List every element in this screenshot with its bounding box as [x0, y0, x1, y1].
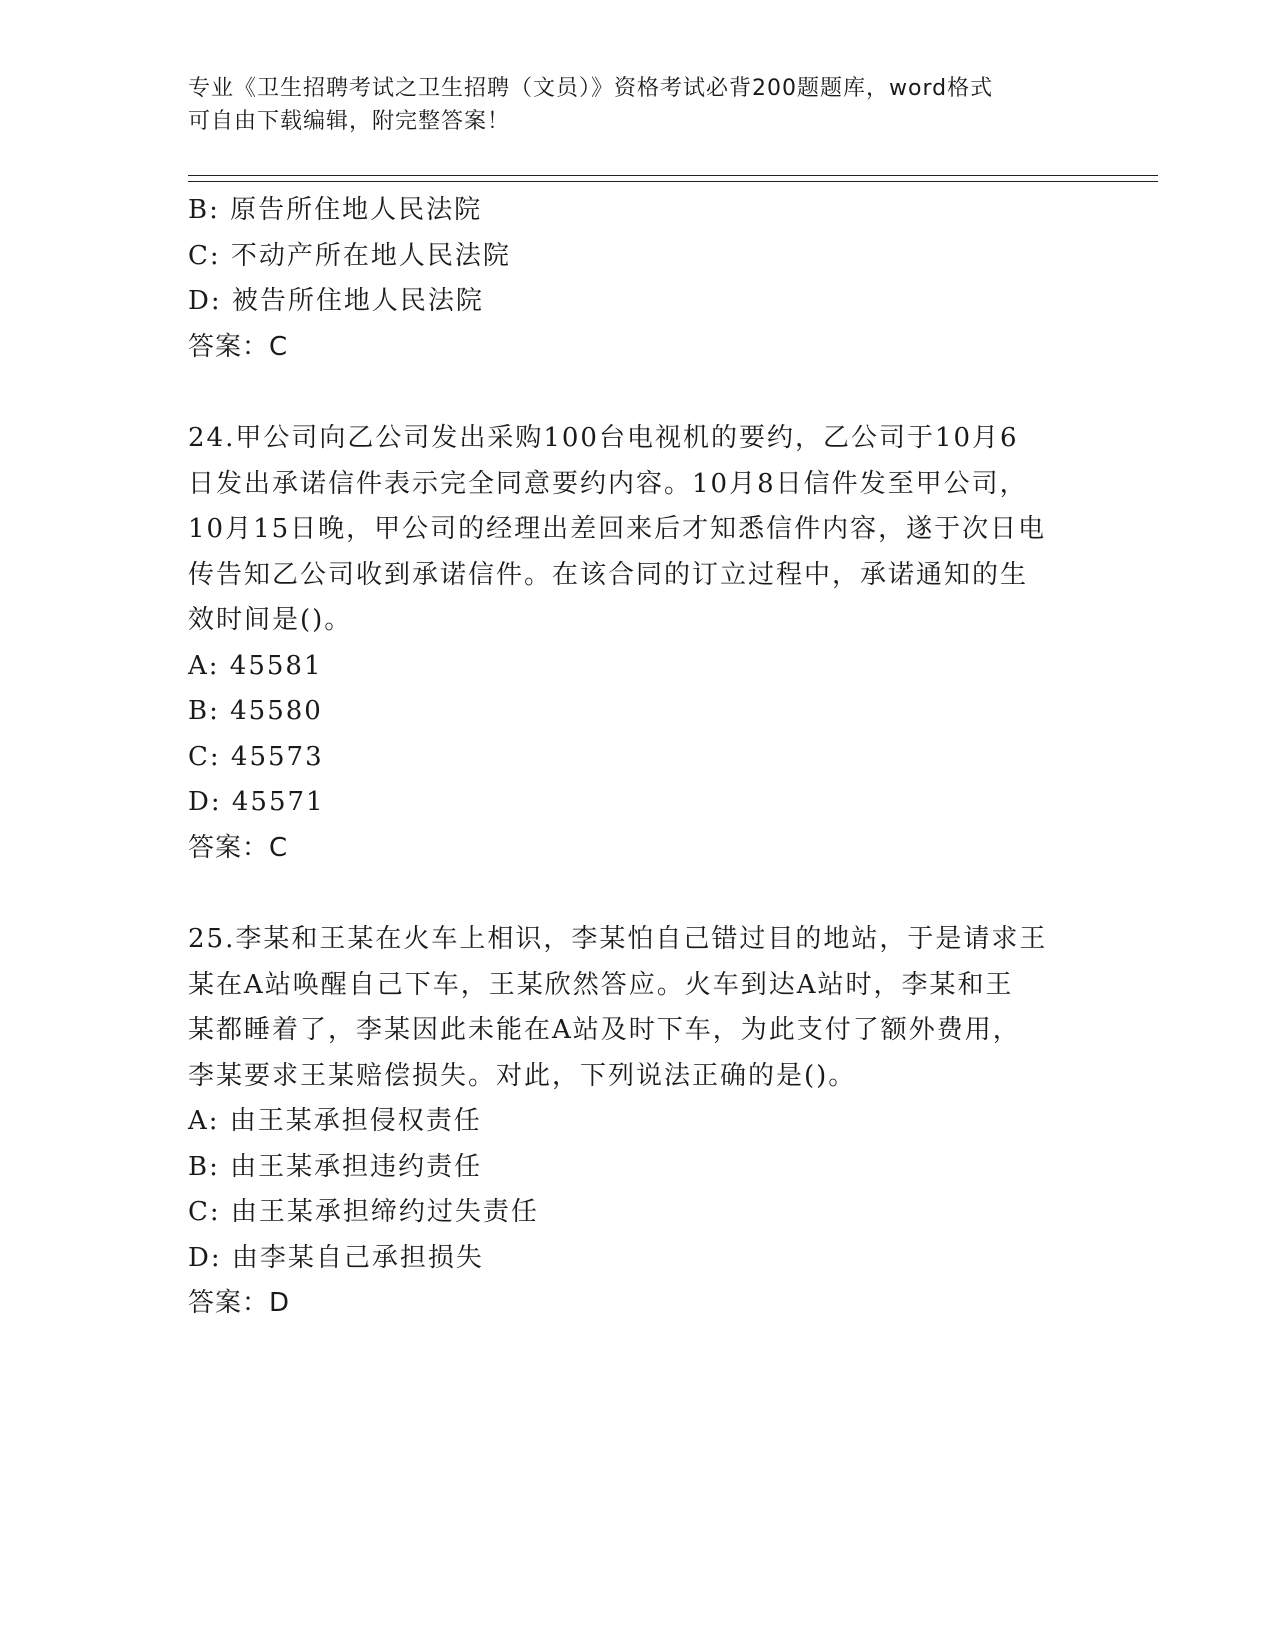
option-c: C: 45573 — [188, 741, 324, 772]
option-a: A: 45581 — [188, 650, 323, 681]
question-content — [188, 188, 1088, 1327]
question-23 — [188, 188, 1088, 370]
answer-line: 答案：D — [188, 1288, 291, 1318]
question-stem-line: 某在A站唤醒自己下车，王某欣然答应。火车到达A站时，李某和王 — [188, 969, 1014, 1000]
option-b: B: 45580 — [188, 696, 323, 726]
answer-line: 答案：C — [188, 331, 289, 362]
question-stem-line: 某都睡着了，李某因此未能在A站及时下车，为此支付了额外费用， — [188, 1015, 1021, 1045]
question-24 — [188, 416, 1088, 871]
question-stem-line: 24.甲公司向乙公司发出采购100台电视机的要约，乙公司于10月6 — [188, 423, 1019, 453]
question-stem-line: 日发出承诺信件表示完全同意要约内容。10月8日信件发至甲公司， — [188, 468, 1028, 499]
header-divider-thick — [188, 175, 1158, 176]
answer-line: 答案：C — [188, 832, 289, 863]
header-line-1: 专业《卫生招聘考试之卫生招聘（文员）》资格考试必背200题题库，word格式 — [188, 76, 994, 101]
document-header — [188, 72, 1088, 138]
header-line-2: 可自由下载编辑，附完整答案！ — [188, 109, 511, 134]
option-a: A: 由王某承担侵权责任 — [188, 1106, 482, 1136]
header-divider-thin — [188, 181, 1158, 182]
question-stem-line: 效时间是()。 — [188, 605, 353, 635]
spacer — [188, 871, 1088, 917]
option-d: D: 由李某自己承担损失 — [188, 1242, 484, 1273]
option-c: C: 不动产所在地人民法院 — [188, 240, 511, 271]
question-25 — [188, 917, 1088, 1327]
spacer — [188, 370, 1088, 416]
option-b: B: 原告所住地人民法院 — [188, 195, 483, 225]
question-stem-line: 25.李某和王某在火车上相识，李某怕自己错过目的地站，于是请求王 — [188, 924, 1048, 954]
option-d: D: 被告所住地人民法院 — [188, 286, 484, 316]
question-stem-line: 10月15日晚，甲公司的经理出差回来后才知悉信件内容，遂于次日电 — [188, 514, 1047, 544]
question-stem-line: 李某要求王某赔偿损失。对此，下列说法正确的是()。 — [188, 1060, 857, 1091]
option-c: C: 由王某承担缔约过失责任 — [188, 1197, 539, 1227]
option-d: D: 45571 — [188, 787, 325, 817]
question-stem-line: 传告知乙公司收到承诺信件。在该合同的订立过程中，承诺通知的生 — [188, 559, 1029, 590]
option-b: B: 由王某承担违约责任 — [188, 1151, 483, 1182]
